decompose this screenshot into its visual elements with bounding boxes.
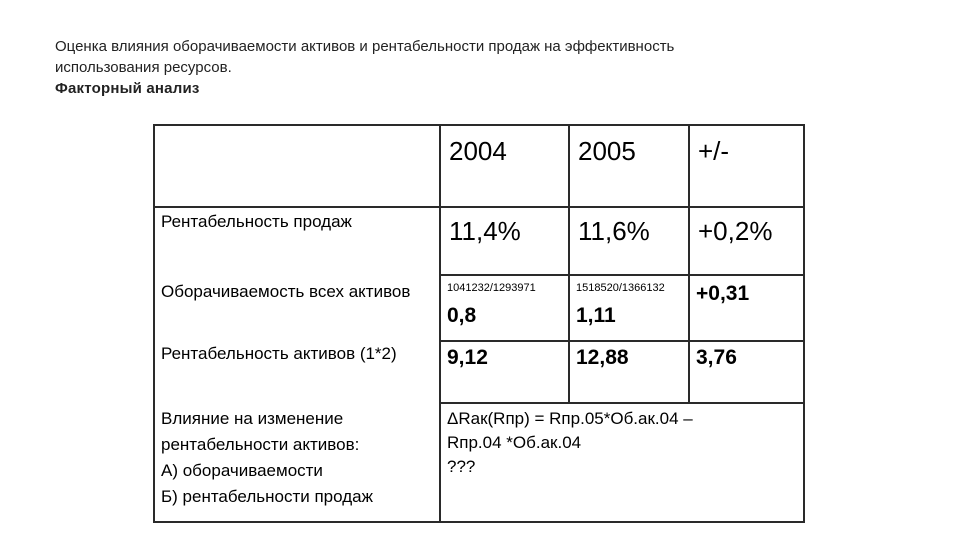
value-2004: 0,8 <box>447 304 477 327</box>
header-2005: 2005 <box>569 126 689 207</box>
cell-2004 <box>440 275 569 341</box>
row-label-asset-turnover: Оборачиваемость всех активов <box>161 282 411 301</box>
ratio-2004: 1041232/1293971 <box>447 282 536 294</box>
cell-diff: +0,2% <box>689 207 803 275</box>
row-label-influence <box>155 403 440 521</box>
value-2005: 1,11 <box>576 304 616 327</box>
influence-line-3: А) оборачиваемости <box>161 461 323 480</box>
subtitle: Факторный анализ <box>55 80 200 97</box>
formula-line-3: ??? <box>447 457 476 476</box>
table-row <box>155 275 803 341</box>
cell-diff: 3,76 <box>689 341 803 403</box>
header-diff: +/- <box>689 126 803 207</box>
table-row <box>155 207 803 275</box>
table-header-row <box>155 126 803 207</box>
table-row <box>155 403 803 521</box>
header-empty-cell <box>155 126 440 207</box>
title-line-1: Оценка влияния оборачиваемости активов и рентабельности продаж на эффективность <box>55 38 675 55</box>
factor-analysis-table <box>155 126 803 521</box>
cell-2005: 11,6% <box>569 207 689 275</box>
cell-2004: 11,4% <box>440 207 569 275</box>
header-2004: 2004 <box>440 126 569 207</box>
formula-line-2: Rпр.04 *Об.ак.04 <box>447 433 582 452</box>
ratio-2005: 1518520/1366132 <box>576 282 665 294</box>
cell-2004: 9,12 <box>440 341 569 403</box>
cell-2005: 12,88 <box>569 341 689 403</box>
formula-line-1: ΔRак(Rпр) = Rпр.05*Об.ак.04 – <box>447 409 693 428</box>
cell-2005 <box>569 275 689 341</box>
slide-title <box>55 36 674 99</box>
table-row <box>155 341 803 403</box>
influence-line-2: рентабельности активов: <box>161 435 360 454</box>
influence-line-4: Б) рентабельности продаж <box>161 487 373 506</box>
cell-diff: +0,31 <box>689 275 803 341</box>
row-label-sales-profitability: Рентабельность продаж <box>161 212 352 231</box>
formula-cell <box>440 403 803 521</box>
row-label-asset-profitability: Рентабельность активов (1*2) <box>161 344 397 363</box>
title-line-2: использования ресурсов. <box>55 59 232 76</box>
influence-line-1: Влияние на изменение <box>161 409 344 428</box>
